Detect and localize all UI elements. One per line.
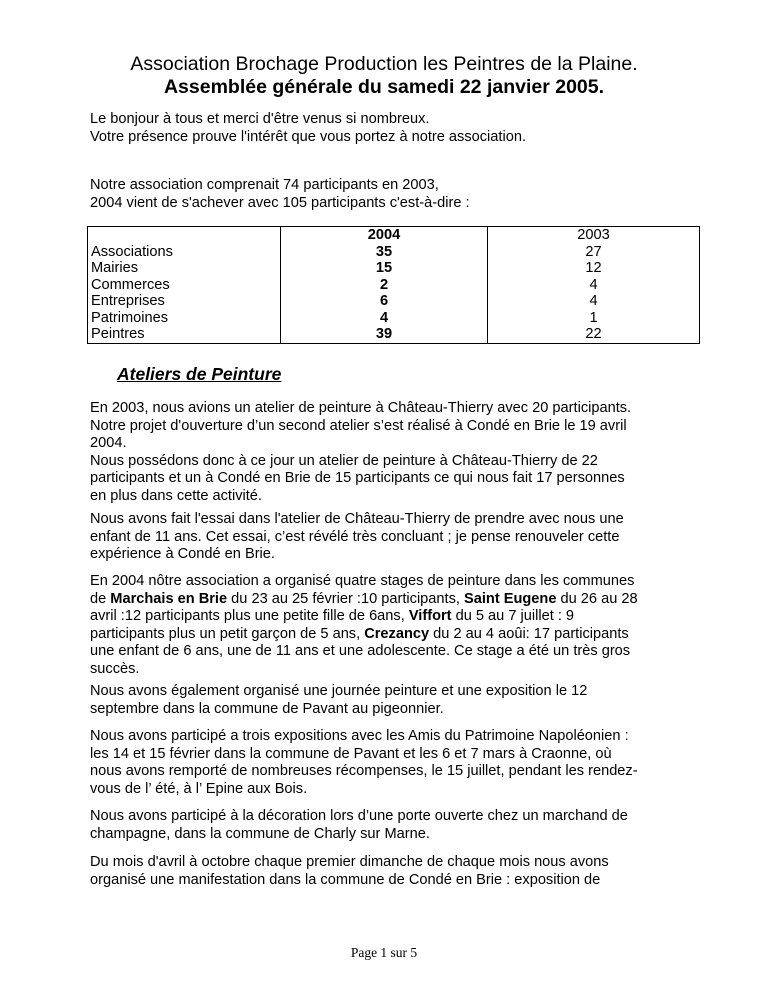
- paragraph-line: Nous avons participé a trois expositions avec les Amis du Patrimoine Napoléonien :: [90, 728, 629, 744]
- document-subtitle: Assemblée générale du samedi 22 janvier 2005.: [163, 76, 605, 98]
- value-2003: 4: [589, 276, 598, 293]
- row-label: Commerces: [91, 276, 170, 293]
- section-title: Ateliers de Peinture: [117, 364, 282, 384]
- text-run: du 5 au 7 juillet : 9: [451, 608, 575, 625]
- row-label: Mairies: [91, 260, 139, 276]
- paragraph-manifestation: [90, 854, 690, 889]
- paragraph-line: une enfant de 6 ans, une de 11 ans et une adolescente. Ce stage a été un très gros: [90, 643, 631, 660]
- page-number: Page 1 sur 5: [350, 945, 418, 960]
- paragraph-decoration: [90, 808, 690, 843]
- document-title: Association Brochage Production les Peintres de la Plaine.: [130, 53, 638, 75]
- members-intro-paragraph: [90, 177, 690, 212]
- paragraph-expositions: [90, 728, 690, 798]
- paragraph-line: Nous avons participé à la décoration lors d’une porte ouverte chez un marchand de: [90, 808, 628, 824]
- row-label: Peintres: [91, 326, 145, 342]
- row-label: Associations: [91, 243, 173, 260]
- commune-name: Saint Eugene: [464, 590, 557, 607]
- table-header-empty: [91, 227, 277, 244]
- intro-paragraph: [90, 111, 690, 146]
- value-2004: 15: [375, 260, 393, 276]
- paragraph-line: Nous avons fait l'essai dans l'atelier de Château-Thierry de prendre avec nous une: [90, 511, 624, 527]
- paragraph-line: champagne, dans la commune de Charly sur Marne.: [90, 825, 430, 842]
- paragraph-line: En 2004 nôtre association a organisé quatre stages de peinture dans les communes: [90, 573, 635, 589]
- paragraph-ateliers: [90, 400, 690, 506]
- value-2004: 6: [379, 293, 389, 309]
- paragraph-line: Notre projet d'ouverture d’un second atelier s’est réalisé à Condé en Brie le 19 avril: [90, 417, 627, 434]
- row-label: Patrimoines: [91, 309, 169, 326]
- intro-line: Votre présence prouve l'intérêt que vous portez à notre association.: [90, 128, 526, 145]
- text-run: participants plus un petit garçon de 5 ans,: [90, 625, 365, 642]
- column-header-2004: 2004: [367, 227, 401, 243]
- text-run: avril :12 participants plus une petite fille de 6ans,: [90, 608, 409, 625]
- paragraph-line: succès.: [90, 660, 140, 677]
- paragraph-stages: [90, 573, 690, 679]
- row-label: Entreprises: [91, 293, 165, 309]
- paragraph-line: organisé une manifestation dans la commune de Condé en Brie : exposition de: [90, 871, 601, 888]
- paragraph-line: Du mois d'avril à octobre chaque premier dimanche de chaque mois nous avons: [90, 854, 609, 870]
- text-run: du 23 au 25 février :10 participants,: [227, 590, 464, 607]
- column-header-2003: 2003: [577, 227, 610, 243]
- paragraph-line: En 2003, nous avions un atelier de peinture à Château-Thierry avec 20 participants.: [90, 400, 632, 416]
- value-2003: 22: [585, 326, 602, 342]
- paragraph-line: [90, 591, 690, 609]
- value-2004: 4: [379, 309, 389, 326]
- value-2003: 1: [589, 309, 598, 326]
- table-label-cell: [88, 227, 281, 344]
- commune-name: Crezancy: [364, 625, 430, 642]
- paragraph-line: Nous possédons donc à ce jour un atelier de peinture à Château-Thierry de 22: [90, 452, 598, 469]
- value-2004: 2: [379, 276, 389, 293]
- paragraph-line: [90, 626, 690, 644]
- paragraph-line: 2004.: [90, 435, 127, 452]
- paragraph-essai: [90, 511, 690, 564]
- paragraph-line: vous de l’ été, à l’ Epine aux Bois.: [90, 780, 308, 797]
- paragraph-line: enfant de 11 ans. Cet essai, c’est révélé très concluant ; je pense renouveler cette: [90, 528, 620, 545]
- table-row: [88, 227, 700, 344]
- table-2003-cell: [488, 227, 700, 344]
- members-intro-line: 2004 vient de s'achever avec 105 participants c'est-à-dire :: [90, 194, 470, 211]
- paragraph-line: Nous avons également organisé une journée peinture et une exposition le 12: [90, 683, 588, 699]
- paragraph-line: en plus dans cette activité.: [90, 487, 262, 504]
- paragraph-pavant: [90, 683, 690, 718]
- text-run: du 26 au 28: [556, 590, 638, 607]
- paragraph-line: [90, 608, 690, 626]
- paragraph-line: expérience à Condé en Brie.: [90, 546, 275, 563]
- paragraph-line: les 14 et 15 février dans la commune de Pavant et les 6 et 7 mars à Craonne, où: [90, 745, 612, 762]
- value-2003: 4: [589, 293, 598, 309]
- commune-name: Viffort: [408, 608, 452, 625]
- intro-line: Le bonjour à tous et merci d'être venus si nombreux.: [90, 111, 430, 127]
- paragraph-line: septembre dans la commune de Pavant au pigeonnier.: [90, 700, 444, 717]
- commune-name: Marchais en Brie: [110, 590, 228, 607]
- members-intro-line: Notre association comprenait 74 participants en 2003,: [90, 177, 439, 193]
- paragraph-line: nous avons remporté de nombreuses récompenses, le 15 juillet, pendant les rendez-: [90, 763, 638, 780]
- participants-table: [87, 226, 700, 344]
- paragraph-line: participants et un à Condé en Brie de 15 participants ce qui nous fait 17 personnes: [90, 470, 625, 487]
- value-2003: 27: [585, 243, 602, 260]
- text-run: du 2 au 4 aoûi: 17 participants: [429, 625, 629, 642]
- value-2003: 12: [585, 260, 602, 276]
- text-run: de: [90, 590, 111, 607]
- value-2004: 39: [375, 326, 393, 342]
- value-2004: 35: [375, 243, 393, 260]
- table-2004-cell: [281, 227, 488, 344]
